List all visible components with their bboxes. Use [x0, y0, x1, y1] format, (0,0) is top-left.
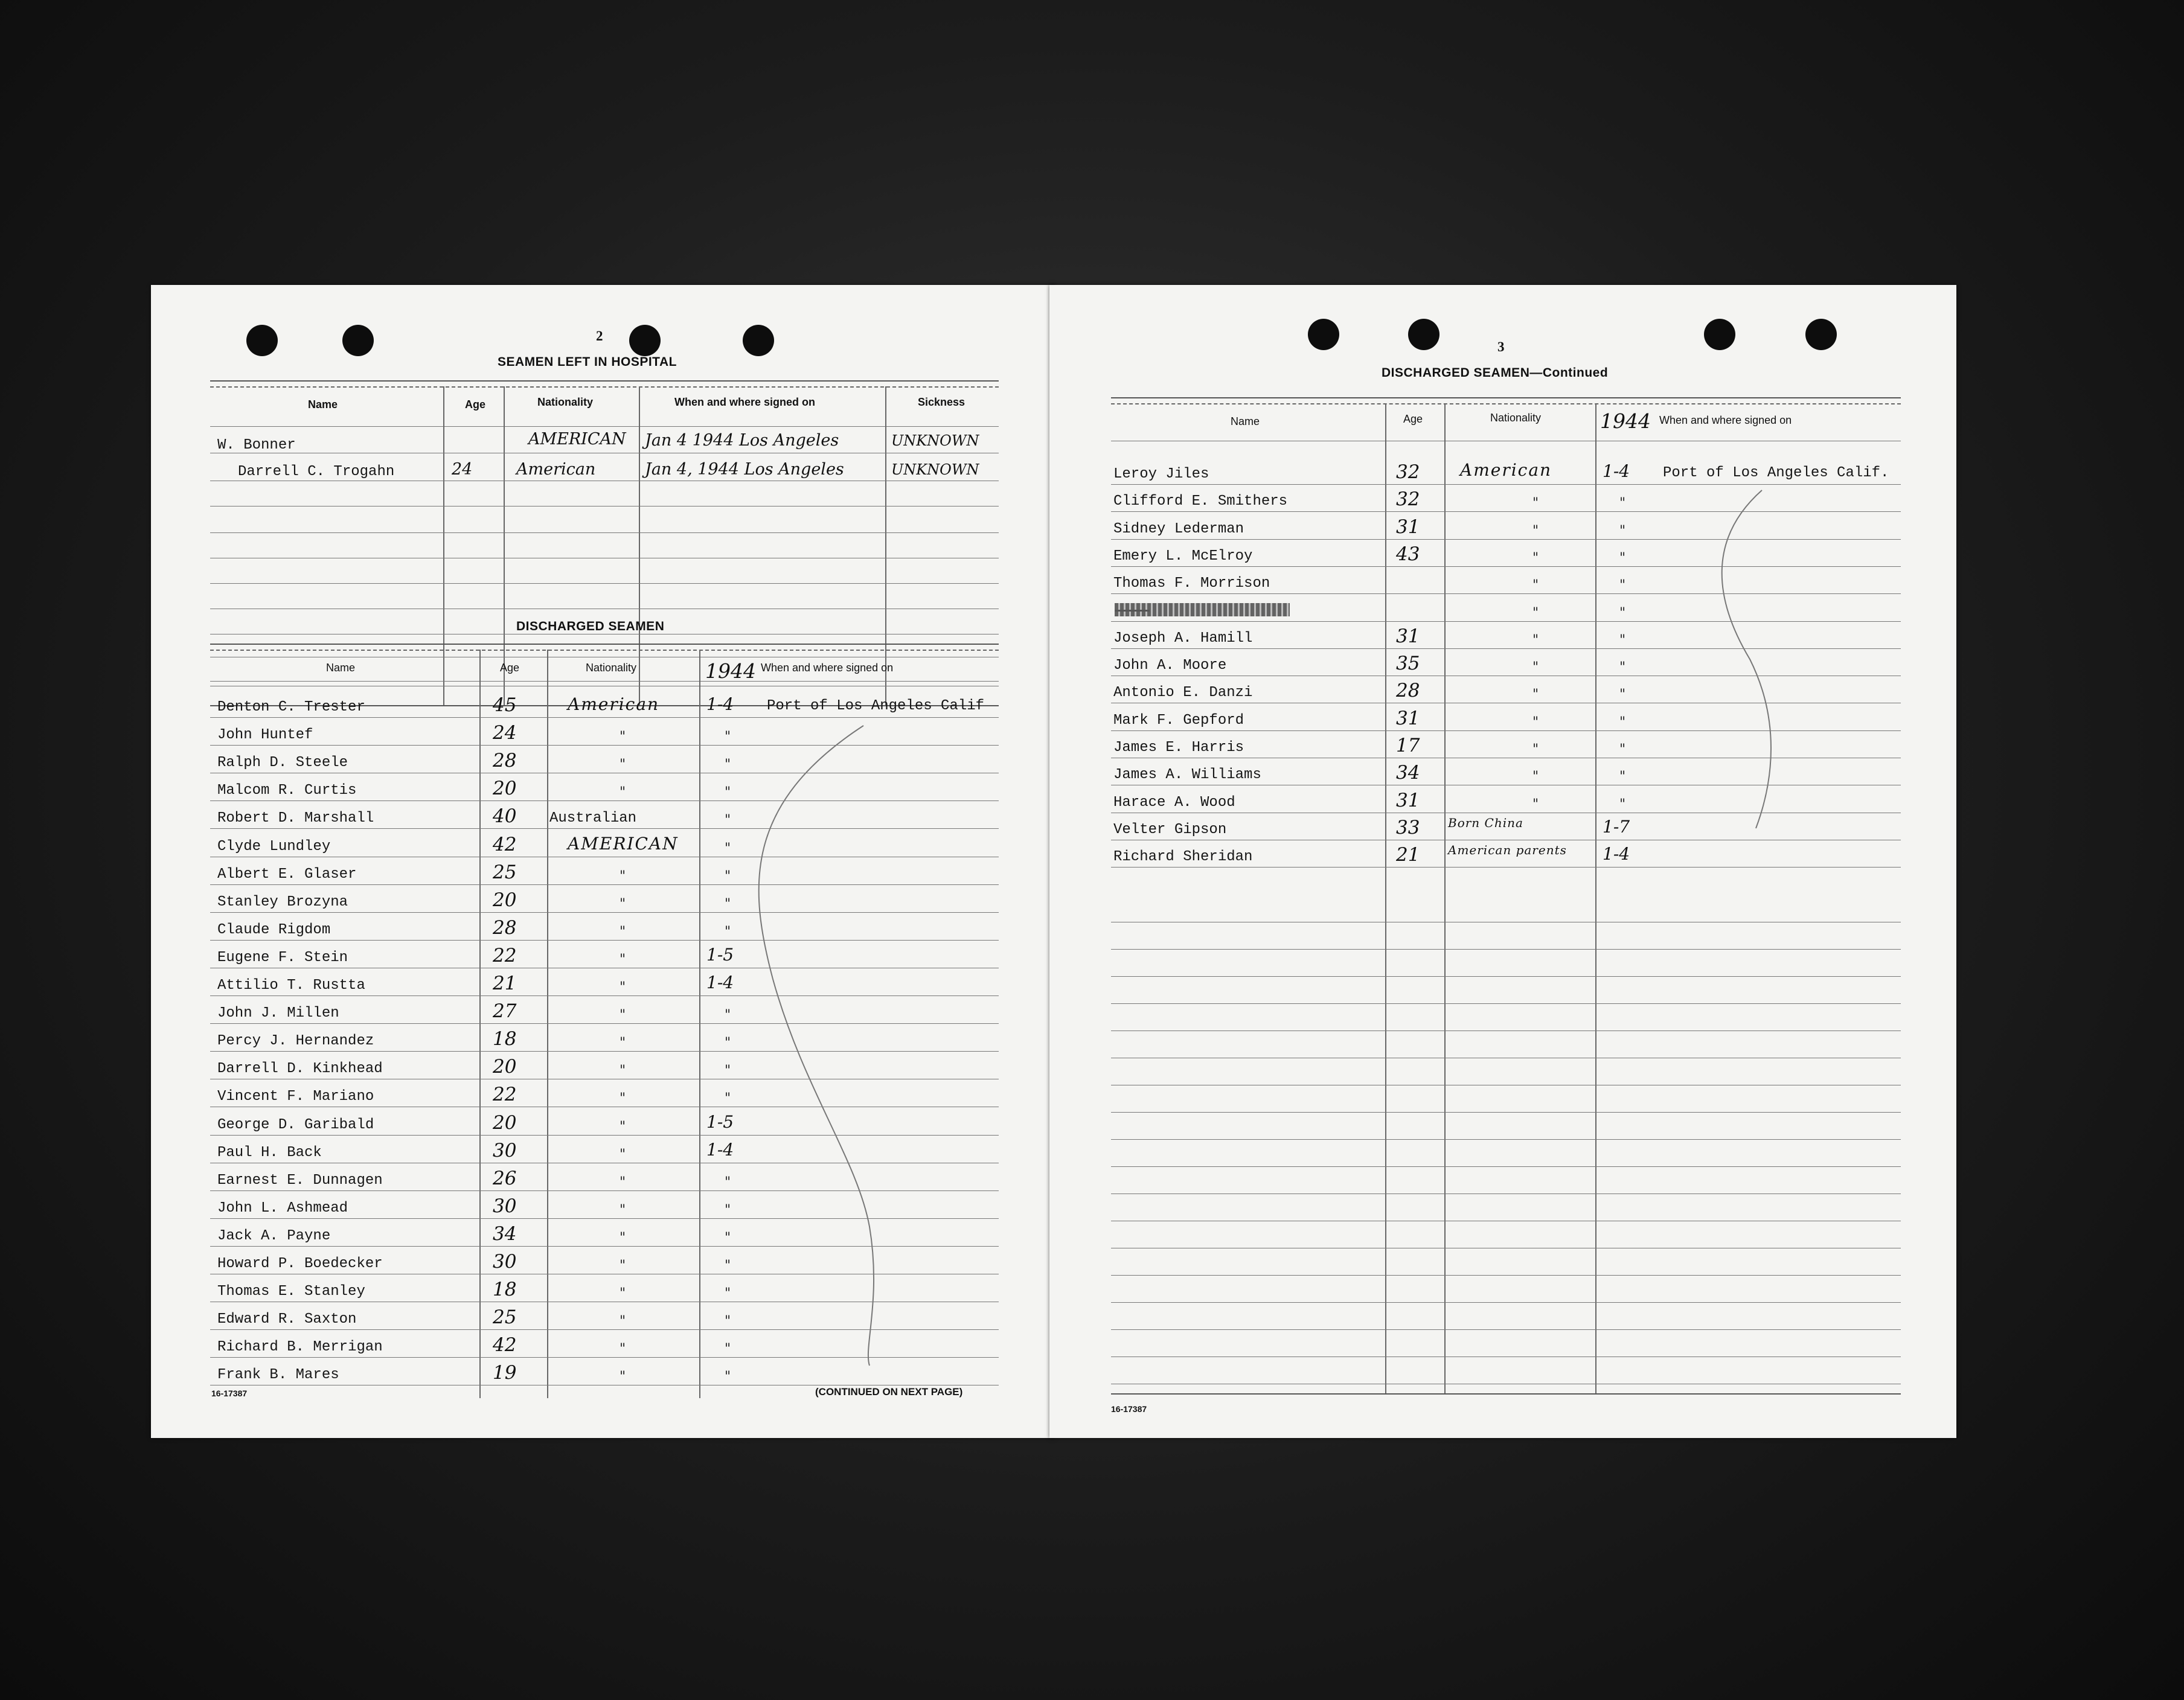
seaman-name: James E. Harris — [1113, 740, 1244, 756]
seaman-date: " — [725, 1314, 731, 1329]
seaman-age: 20 — [493, 1112, 517, 1134]
seaman-signed-on: Jan 4, 1944 Los Angeles — [645, 460, 844, 479]
seaman-nationality: " — [1532, 523, 1539, 538]
seaman-date: " — [725, 1091, 731, 1106]
seaman-age: 21 — [1396, 844, 1420, 866]
seaman-name: Darrell D. Kinkhead — [217, 1061, 383, 1077]
seaman-date: " — [1619, 523, 1626, 538]
seaman-age: 43 — [1396, 543, 1420, 565]
seaman-name: Mark F. Gepford — [1113, 712, 1244, 729]
seaman-age: 18 — [493, 1279, 517, 1300]
seaman-date: " — [725, 1286, 731, 1301]
seaman-age: 22 — [493, 945, 517, 967]
seaman-age: 19 — [493, 1362, 517, 1384]
seaman-date: " — [725, 1063, 731, 1078]
seaman-age: 28 — [1396, 680, 1420, 701]
seaman-date: 1-4 — [1603, 461, 1630, 481]
seaman-place: Port of Los Angeles Calif — [767, 698, 985, 714]
seaman-name: Howard P. Boedecker — [217, 1256, 383, 1272]
seaman-name: Jack A. Payne — [217, 1228, 331, 1244]
seaman-age: 31 — [1396, 708, 1420, 729]
seaman-nationality: " — [620, 1258, 626, 1273]
seaman-name: Edward R. Saxton — [217, 1311, 357, 1328]
seaman-nationality: " — [620, 1008, 626, 1023]
seaman-age: 20 — [493, 1056, 517, 1078]
seaman-date: " — [725, 1369, 731, 1384]
seaman-age: 18 — [493, 1028, 517, 1050]
seaman-name: Stanley Brozyna — [217, 894, 348, 910]
seaman-name: Frank B. Mares — [217, 1367, 339, 1383]
seaman-age: 27 — [493, 1000, 517, 1022]
seaman-age: 32 — [1396, 461, 1420, 483]
seaman-date: " — [1619, 551, 1626, 566]
seaman-date: " — [1619, 633, 1626, 648]
seaman-age: 45 — [493, 694, 517, 716]
seaman-date: 1-4 — [706, 694, 734, 714]
seaman-age: 22 — [493, 1084, 517, 1105]
seaman-age: 40 — [493, 805, 517, 827]
seaman-nationality: " — [620, 952, 626, 967]
seaman-age: 20 — [493, 778, 517, 799]
seaman-nationality: " — [1532, 769, 1539, 784]
seaman-age: 30 — [493, 1140, 517, 1162]
seaman-date: " — [725, 1203, 731, 1218]
seaman-nationality: " — [1532, 578, 1539, 593]
seaman-date: " — [1619, 769, 1626, 784]
seaman-nationality: American — [516, 460, 596, 479]
seaman-date: " — [725, 813, 731, 828]
seaman-age: 28 — [493, 750, 517, 772]
seaman-nationality: AMERICAN — [528, 430, 626, 449]
seaman-age: 31 — [1396, 790, 1420, 811]
form-number: 16-17387 — [1111, 1404, 1147, 1414]
seaman-age: 30 — [493, 1195, 517, 1217]
seaman-name: Attilio T. Rustta — [217, 977, 365, 994]
seaman-name: Earnest E. Dunnagen — [217, 1172, 383, 1189]
seaman-age: 25 — [493, 1306, 517, 1328]
right-page — [1049, 285, 1956, 1438]
seaman-date: " — [725, 757, 731, 772]
seaman-date: 1-4 — [706, 1140, 734, 1160]
seaman-age: 31 — [1396, 625, 1420, 647]
seaman-name: Darrell C. Trogahn — [238, 464, 395, 480]
seaman-nationality: " — [620, 785, 626, 800]
seaman-name: Clifford E. Smithers — [1113, 493, 1288, 510]
continued-note: (CONTINUED ON NEXT PAGE) — [815, 1386, 963, 1398]
seaman-nationality: " — [620, 1035, 626, 1050]
hospital-col-name: Name — [308, 398, 338, 411]
seaman-nationality: " — [1532, 551, 1539, 566]
year-note: 1944 — [1600, 409, 1651, 433]
seaman-age: 34 — [1396, 762, 1420, 784]
discharged-col-age: Age — [500, 662, 520, 674]
seaman-nationality: " — [1532, 742, 1539, 757]
right-col-nationality: Nationality — [1490, 412, 1542, 424]
discharged-col-name: Name — [326, 662, 356, 674]
seaman-date: " — [1619, 797, 1626, 812]
seaman-date: " — [725, 1258, 731, 1273]
seaman-nationality: " — [620, 1314, 626, 1329]
seaman-age: 31 — [1396, 516, 1420, 538]
seaman-name: Malcom R. Curtis — [217, 782, 357, 799]
seaman-name: George D. Garibald — [217, 1117, 374, 1133]
seaman-name: Clyde Lundley — [217, 839, 331, 855]
seaman-place: Port of Los Angeles Calif. — [1663, 465, 1889, 481]
left-page — [151, 285, 1055, 1438]
seaman-nationality: " — [1532, 496, 1539, 511]
seaman-name: Leroy Jiles — [1113, 466, 1209, 482]
seaman-nationality: " — [620, 1063, 626, 1078]
seaman-age: 30 — [493, 1251, 517, 1273]
seaman-nationality: American — [1460, 460, 1552, 480]
page-number: 3 — [1497, 339, 1505, 354]
seaman-name: Joseph A. Hamill — [1113, 630, 1253, 647]
discharged-section-title: DISCHARGED SEAMEN — [516, 619, 665, 633]
seaman-name: Robert D. Marshall — [217, 810, 374, 826]
seaman-age: 32 — [1396, 488, 1420, 510]
hospital-col-signed: When and where signed on — [674, 396, 816, 408]
seaman-nationality: " — [620, 980, 626, 995]
discharged-col-nationality: Nationality — [586, 662, 637, 674]
seaman-nationality: " — [620, 1091, 626, 1106]
seaman-name: Vincent F. Mariano — [217, 1088, 374, 1105]
seaman-date: " — [725, 1341, 731, 1356]
seaman-age: 25 — [493, 861, 517, 883]
seaman-name: Velter Gipson — [1113, 822, 1227, 838]
seaman-date: " — [1619, 687, 1626, 702]
hospital-col-age: Age — [465, 398, 486, 411]
seaman-name: Richard B. Merrigan — [217, 1339, 383, 1355]
seaman-date: " — [1619, 742, 1626, 757]
seaman-date: " — [1619, 715, 1626, 730]
seaman-age: 33 — [1396, 817, 1420, 839]
seaman-age: 42 — [493, 1334, 517, 1356]
seaman-age: 28 — [493, 917, 517, 939]
seaman-nationality: " — [1532, 606, 1539, 621]
seaman-date: 1-4 — [706, 973, 734, 992]
seaman-name: Emery L. McElroy — [1113, 548, 1253, 564]
seaman-date: " — [725, 841, 731, 856]
seaman-date: " — [725, 729, 731, 744]
seaman-name: Thomas E. Stanley — [217, 1283, 365, 1300]
seaman-nationality: American — [568, 694, 660, 714]
seaman-name: Ralph D. Steele — [217, 755, 348, 771]
seaman-nationality: " — [620, 1203, 626, 1218]
seaman-nationality: American parents — [1448, 843, 1567, 857]
seaman-age: 26 — [493, 1168, 517, 1189]
seaman-name: Thomas F. Morrison — [1113, 575, 1270, 592]
seaman-name: John L. Ashmead — [217, 1200, 348, 1216]
seaman-sickness: UNKNOWN — [891, 432, 979, 449]
seaman-age: 34 — [493, 1223, 517, 1245]
right-col-age: Age — [1403, 413, 1423, 425]
seaman-date: 1-5 — [706, 1112, 734, 1132]
seaman-name: John A. Moore — [1113, 657, 1227, 674]
seaman-date: " — [725, 924, 731, 939]
seaman-date: " — [1619, 606, 1626, 621]
seaman-age: 35 — [1396, 653, 1420, 674]
seaman-nationality: " — [1532, 633, 1539, 648]
seaman-name: John Huntef — [217, 727, 313, 743]
seaman-date: " — [725, 1175, 731, 1190]
seaman-nationality: AMERICAN — [568, 834, 679, 854]
year-note: 1944 — [705, 659, 756, 683]
seaman-nationality: " — [620, 757, 626, 772]
hospital-section-title: SEAMEN LEFT IN HOSPITAL — [498, 355, 677, 369]
seaman-name: Harace A. Wood — [1113, 794, 1235, 811]
form-number: 16-17387 — [211, 1388, 248, 1398]
seaman-signed-on: Jan 4 1944 Los Angeles — [645, 431, 839, 450]
pencil-squiggle — [151, 285, 1055, 1438]
seaman-nationality: " — [620, 1119, 626, 1134]
seaman-name: Sidney Lederman — [1113, 521, 1244, 537]
seaman-name: Albert E. Glaser — [217, 866, 357, 883]
seaman-date: " — [1619, 578, 1626, 593]
seaman-date: " — [725, 785, 731, 800]
seaman-date: 1-5 — [706, 945, 734, 965]
discharged-col-signed: When and where signed on — [761, 662, 894, 674]
seaman-name: Richard Sheridan — [1113, 849, 1253, 865]
seaman-name: John J. Millen — [217, 1005, 339, 1021]
seaman-date: 1-7 — [1603, 817, 1630, 837]
seaman-date: " — [725, 1008, 731, 1023]
seaman-nationality: " — [620, 869, 626, 884]
seaman-nationality: Australian — [549, 810, 637, 826]
seaman-nationality: " — [620, 1147, 626, 1162]
seaman-name: Paul H. Back — [217, 1145, 322, 1161]
seaman-nationality: " — [620, 729, 626, 744]
seaman-name: Eugene F. Stein — [217, 950, 348, 966]
seaman-sickness: UNKNOWN — [891, 461, 979, 478]
seaman-date: " — [725, 1230, 731, 1245]
right-col-signed: When and where signed on — [1659, 414, 1792, 426]
seaman-age: 42 — [493, 834, 517, 855]
right-col-name: Name — [1231, 415, 1260, 427]
hospital-col-nationality: Nationality — [537, 396, 594, 408]
seaman-age: 17 — [1396, 735, 1420, 756]
seaman-nationality: " — [1532, 797, 1539, 812]
seaman-name: James A. Williams — [1113, 767, 1261, 783]
seaman-nationality: " — [620, 896, 626, 912]
seaman-date: " — [1619, 660, 1626, 675]
page-number: 2 — [596, 328, 603, 344]
seaman-name: Percy J. Hernandez — [217, 1033, 374, 1049]
discharged-continued-title: DISCHARGED SEAMEN—Continued — [1382, 366, 1609, 380]
seaman-nationality: Born China — [1448, 816, 1523, 830]
seaman-nationality: " — [620, 1286, 626, 1301]
seaman-nationality: " — [620, 1230, 626, 1245]
seaman-date: 1-4 — [1603, 844, 1630, 864]
seaman-nationality: " — [1532, 660, 1539, 675]
seaman-nationality: " — [620, 924, 626, 939]
seaman-name: Antonio E. Danzi — [1113, 685, 1253, 701]
seaman-date: " — [725, 1035, 731, 1050]
seaman-nationality: " — [620, 1175, 626, 1190]
seaman-age: 20 — [493, 889, 517, 911]
seaman-date: " — [725, 869, 731, 884]
pencil-squiggle — [1049, 285, 1956, 1438]
hospital-col-sickness: Sickness — [918, 396, 966, 408]
seaman-age: 24 — [493, 722, 517, 744]
seaman-date: " — [725, 896, 731, 912]
seaman-age: 24 — [452, 460, 473, 479]
seaman-name: Denton C. Trester — [217, 699, 365, 715]
seaman-name: W. Bonner — [217, 437, 296, 453]
seaman-nationality: " — [1532, 715, 1539, 730]
seaman-nationality: " — [620, 1341, 626, 1356]
seaman-date: " — [1619, 496, 1626, 511]
seaman-nationality: " — [1532, 687, 1539, 702]
seaman-age: 21 — [493, 973, 517, 994]
seaman-name: Claude Rigdom — [217, 922, 331, 938]
seaman-nationality: " — [620, 1369, 626, 1384]
